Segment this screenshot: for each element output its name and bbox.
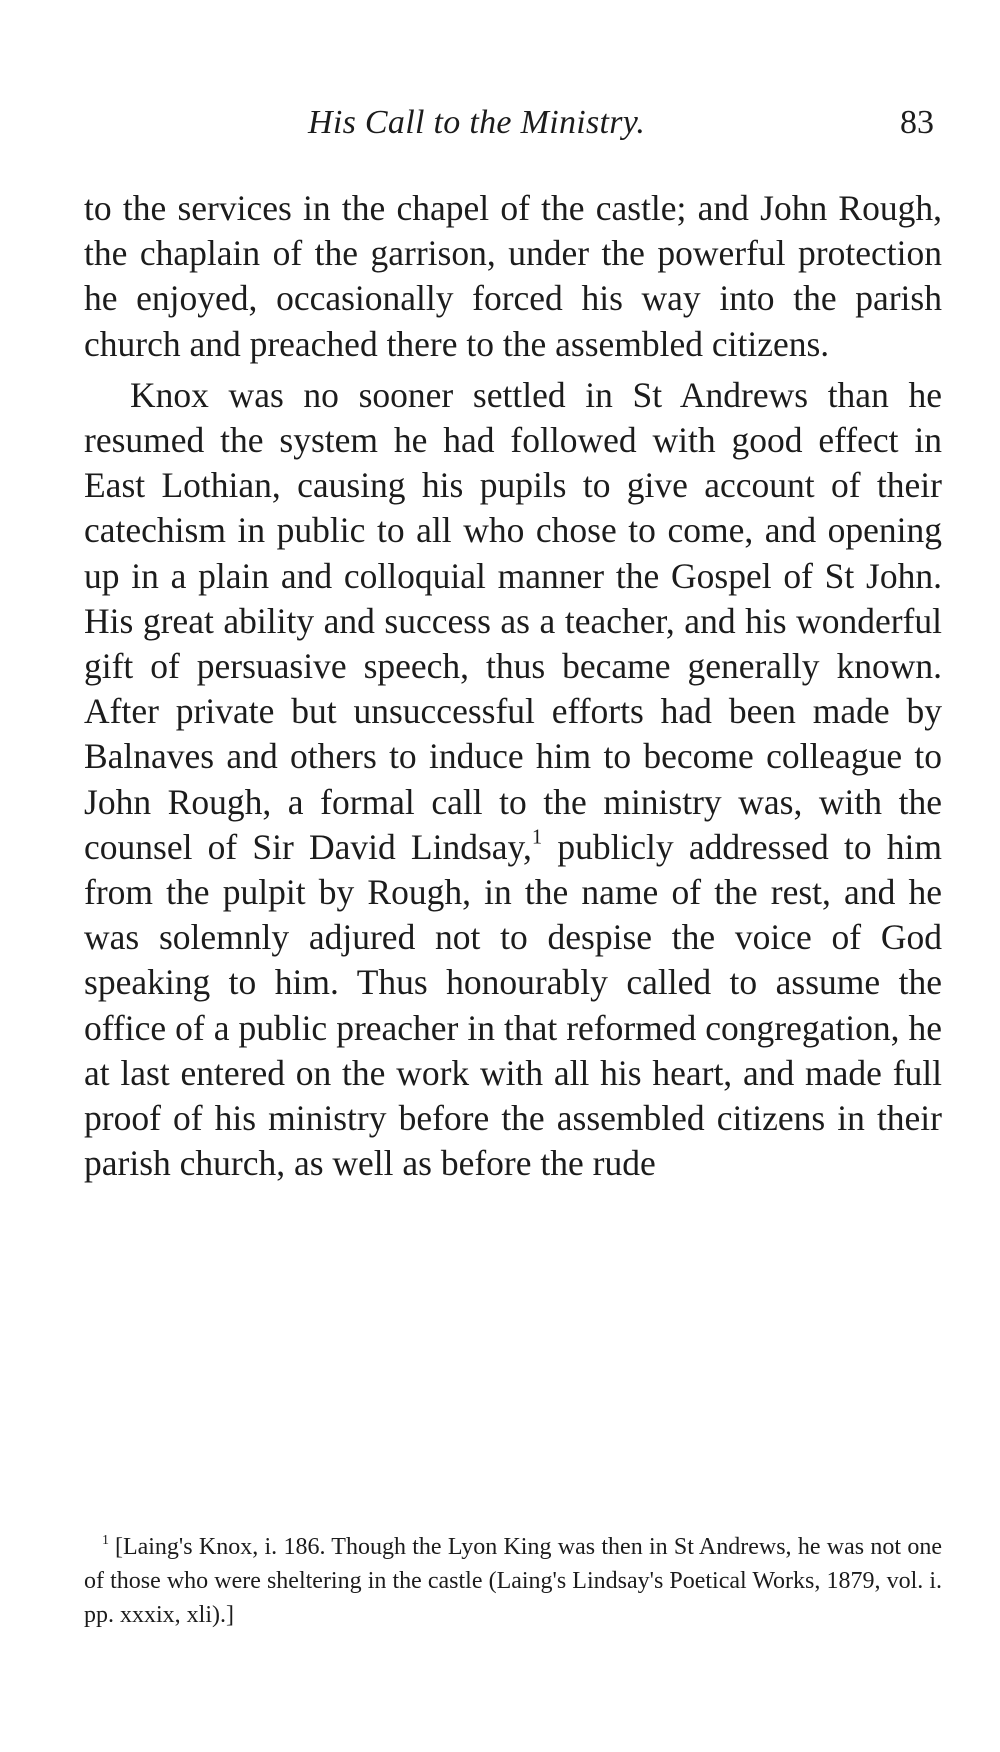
footnotes bbox=[84, 1530, 942, 1632]
footnote-marker: 1 bbox=[102, 1532, 109, 1548]
running-title: His Call to the Ministry. bbox=[308, 104, 646, 141]
paragraph-text-part-1: Knox was no sooner settled in St Andrews than he resumed the system he had followed with good effect in East Lothian, causing his pupils to give account of their catechism in public to all who chose to come, and opening up in a plain and colloquial manner the Gospel of St John. His great ability and success as a teacher, and his wonderful gift of persuasive speech, thus became generally known. After private but unsuccessful efforts had been made by Balnaves and others to induce him to become colleague to John Rough, a formal call to the ministry was, with the counsel of Sir David Lindsay, bbox=[84, 374, 942, 867]
page-number: 83 bbox=[900, 104, 934, 141]
paragraph-knox-call bbox=[84, 373, 942, 1187]
footnote bbox=[84, 1530, 942, 1632]
paragraph-text-part-2: publicly addressed to him from the pulpit by Rough, in the name of the rest, and he was solemnly adjured not to despise the voice of God speaking to him. Thus honourably called to assume the office of a public preacher in that reformed congregation, he at last entered on the work with all his heart, and made full proof of his ministry before the assembled citizens in their parish church, as well as before the rude bbox=[84, 826, 942, 1184]
footnote-text: [Laing's Knox, i. 186. Though the Lyon King was then in St Andrews, he was not one of those who were sheltering in the castle (Laing's Lindsay's Poetical Works, 1879, vol. i. pp. xxxix, xli).] bbox=[84, 1534, 942, 1628]
footnote-reference: 1 bbox=[531, 826, 543, 849]
main-text bbox=[84, 186, 942, 1186]
paragraph-continued: to the services in the chapel of the castle; and John Rough, the chaplain of the garrison, under the powerful protection he enjoyed, occasionally forced his way into the parish church and preached there to the assembled citizens. bbox=[84, 188, 942, 364]
running-head bbox=[84, 104, 942, 158]
